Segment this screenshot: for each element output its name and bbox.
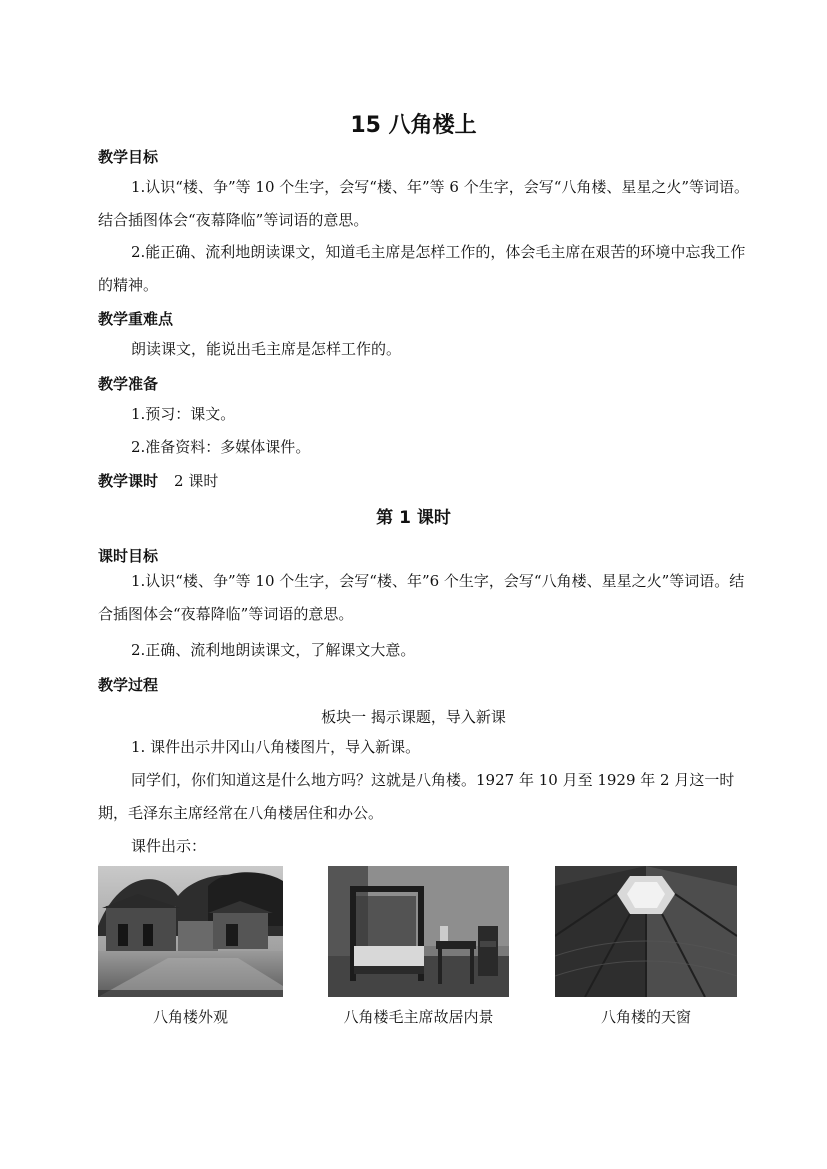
class-hours-line	[98, 470, 218, 491]
intro-paragraph: 同学们，你们知道这是什么地方吗？这就是八角楼。1927 年 10 月至 1929 年 2 月这一时期，毛泽东主席经常在八角楼居住和办公。	[98, 771, 735, 822]
class-hours-heading: 教学课时	[98, 472, 159, 490]
figure-caption-2: 八角楼毛主席故居内景	[343, 1008, 494, 1026]
preparation-1: 1.预习：课文。	[131, 405, 236, 423]
block-title: 板块一 揭示课题，导入新课	[321, 708, 506, 726]
goal-1: 1.认识“楼、争”等 10 个生字，会写“楼、年”等 6 个生字，会写“八角楼、星星之火”等词语。结合插图体会“夜幕降临”等词语的意思。	[98, 178, 750, 229]
figure-caption-3: 八角楼的天窗	[600, 1008, 691, 1026]
figure-caption-1: 八角楼外观	[152, 1008, 228, 1026]
goal-2: 2.能正确、流利地朗读课文，知道毛主席是怎样工作的，体会毛主席在艰苦的环境中忘我工作的精神。	[98, 243, 746, 294]
octagonal-skylight-photo	[555, 866, 737, 997]
page-title: 15 八角楼上	[350, 113, 477, 138]
bedroom-interior-photo	[328, 866, 509, 997]
courseware-show: 课件出示：	[131, 837, 207, 855]
lesson-goals-heading: 课时目标	[98, 547, 159, 565]
process-heading: 教学过程	[98, 676, 159, 694]
goals-heading: 教学目标	[98, 148, 159, 166]
lesson-goal-1: 1.认识“楼、争”等 10 个生字，会写“楼、年”6 个生字，会写“八角楼、星星之火”等词语。结合插图体会“夜幕降临”等词语的意思。	[98, 572, 745, 623]
lesson-goal-2: 2.正确、流利地朗读课文，了解课文大意。	[131, 641, 416, 659]
building-exterior-photo	[98, 866, 283, 997]
key-points-text: 朗读课文，能说出毛主席是怎样工作的。	[131, 340, 402, 358]
preparation-heading: 教学准备	[98, 375, 159, 393]
class-hours-value: 2 课时	[174, 472, 219, 490]
preparation-2: 2.准备资料：多媒体课件。	[131, 438, 311, 456]
lesson-1-heading: 第 1 课时	[376, 508, 451, 528]
step-1: 1. 课件出示井冈山八角楼图片，导入新课。	[131, 738, 421, 756]
key-points-heading: 教学重难点	[98, 310, 174, 328]
